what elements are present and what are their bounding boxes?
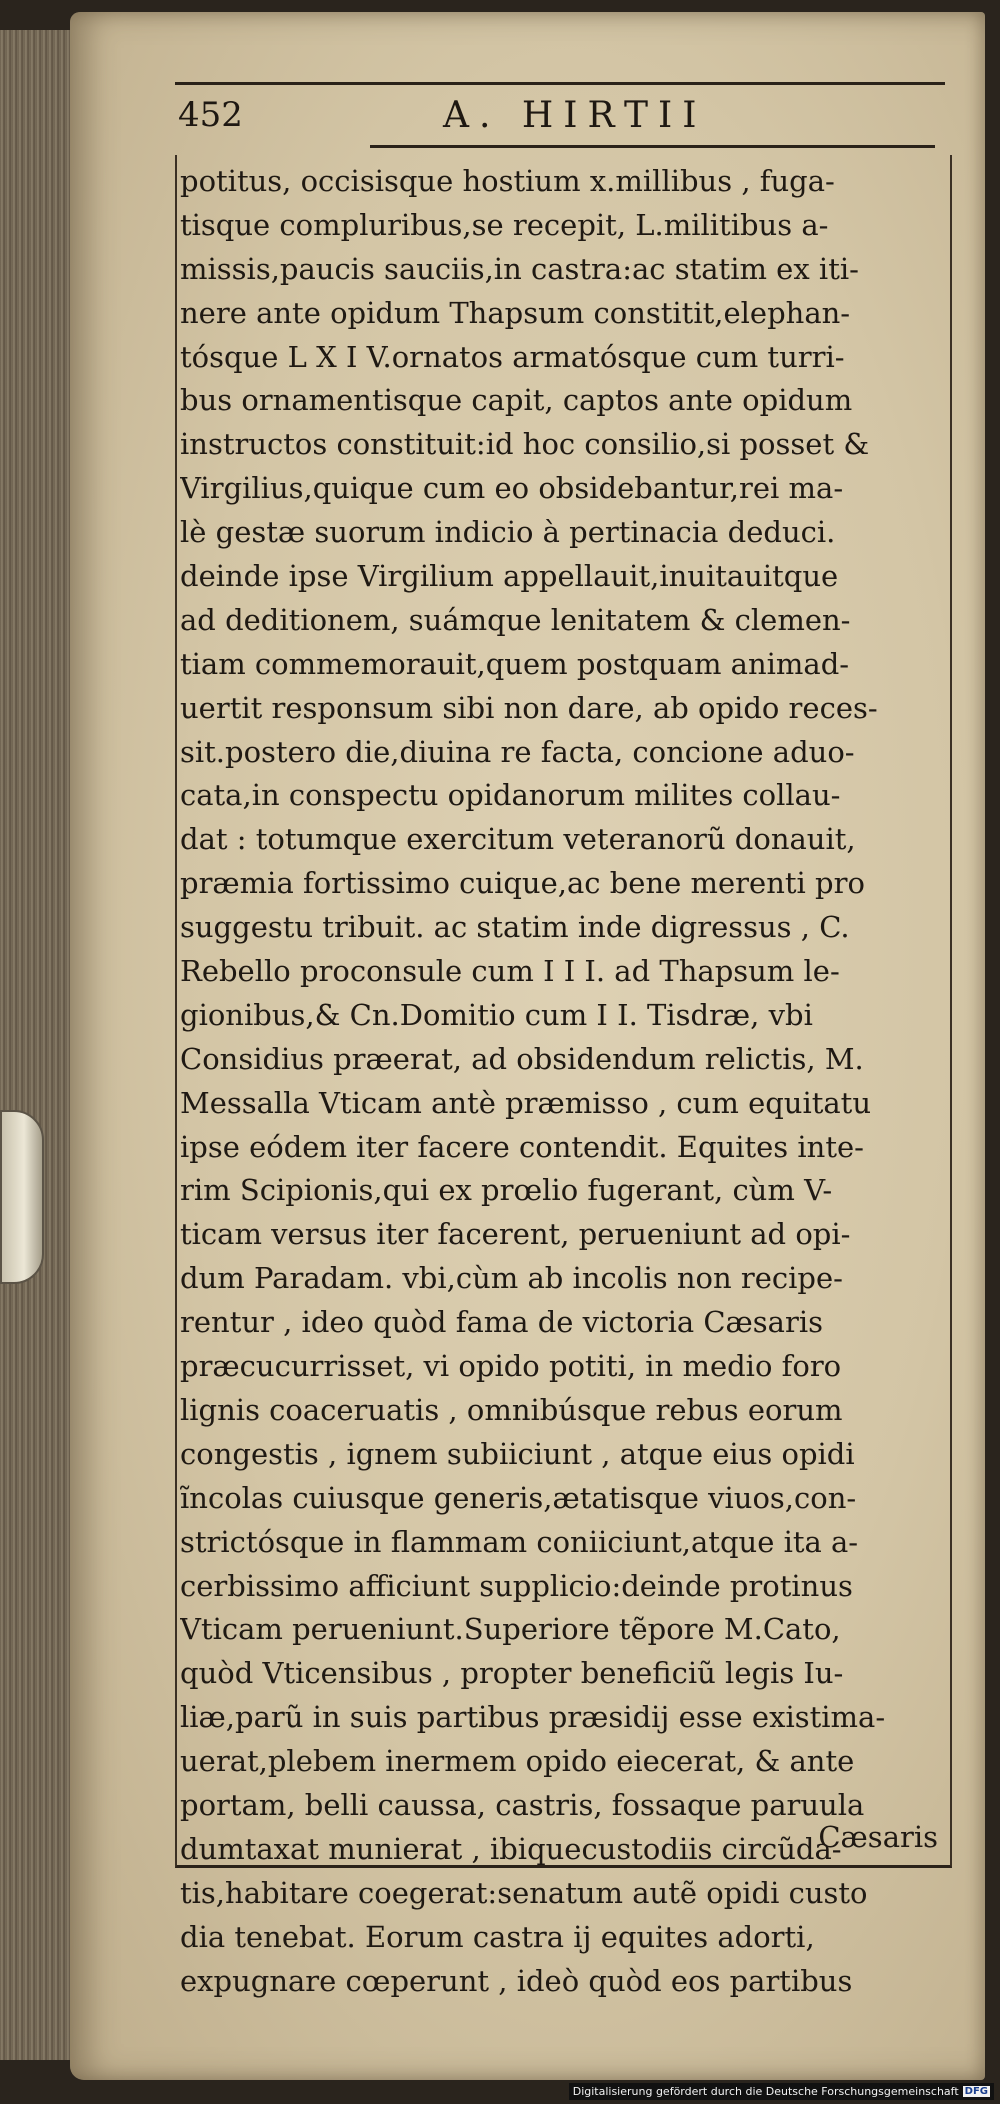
- text-line: bus ornamentisque capit, captos ante opidum: [180, 383, 853, 418]
- text-line: dumtaxat munierat , ibiquecustodiis circũda-: [180, 1831, 842, 1866]
- header-rule: [370, 145, 935, 148]
- text-line: gionibus,& Cn.Domitio cum I I. Tisdræ, vbi: [180, 997, 813, 1032]
- page-header: [178, 95, 948, 145]
- text-line: ipse eódem iter facere contendit. Equites inte-: [180, 1129, 864, 1164]
- text-line: expugnare cœperunt , ideò quòd eos partibus: [180, 1963, 853, 1998]
- text-line: cata,in conspectu opidanorum milites collau-: [180, 778, 841, 813]
- top-rule: [175, 82, 945, 85]
- text-line: ad deditionem, suámque lenitatem & clemen-: [180, 602, 851, 637]
- text-line: præcucurrisset, vi opido potiti, in medio foro: [180, 1349, 842, 1384]
- text-line: quòd Vticensibus , propter beneficiũ legis Iu-: [180, 1656, 844, 1691]
- text-line: Virgilius,quique cum eo obsidebantur,rei ma-: [180, 471, 844, 506]
- body-text: [180, 160, 942, 2003]
- text-line: suggestu tribuit. ac statim inde digressus , C.: [180, 910, 850, 945]
- text-line: dia tenebat. Eorum castra ij equites adorti,: [180, 1919, 815, 1954]
- text-line: tisque compluribus,se recepit, L.militibus a-: [180, 207, 829, 242]
- text-line: uerat,plebem inermem opido eiecerat, & ante: [180, 1744, 855, 1779]
- running-head: A. HIRTII: [443, 95, 707, 136]
- dfg-logo: DFG: [964, 2086, 988, 2097]
- catchword: Cæsaris: [818, 1820, 938, 1854]
- digitization-credit: [569, 2083, 994, 2100]
- text-line: dum Paradam. vbi,cùm ab incolis non recipe-: [180, 1261, 843, 1296]
- text-line: nere ante opidum Thapsum constitit,elephan-: [180, 295, 851, 330]
- text-line: congestis , ignem subiiciunt , atque eius opidi: [180, 1436, 855, 1471]
- text-line: præmia fortissimo cuique,ac bene merenti pro: [180, 866, 865, 901]
- text-line: ticam versus iter facerent, perueniunt ad opi-: [180, 1217, 851, 1252]
- text-line: portam, belli caussa, castris, fossaque paruula: [180, 1787, 865, 1822]
- text-line: dat : totumque exercitum veteranorũ donauit,: [180, 822, 856, 857]
- text-line: Vticam perueniunt.Superiore tẽpore M.Cato,: [180, 1612, 841, 1647]
- text-line: Messalla Vticam antè præmisso , cum equitatu: [180, 1085, 872, 1120]
- text-line: cerbissimo afficiunt supplicio:deinde protinus: [180, 1568, 853, 1603]
- text-line: uertit responsum sibi non dare, ab opido reces-: [180, 690, 878, 725]
- text-line: liæ,parũ in suis partibus præsidij esse existima-: [180, 1700, 886, 1735]
- text-line: Considius præerat, ad obsidendum relictis, M.: [180, 1041, 864, 1076]
- text-line: rim Scipionis,qui ex prœlio fugerant, cùm V-: [180, 1173, 833, 1208]
- text-line: deinde ipse Virgilium appellauit,inuitauitque: [180, 559, 839, 594]
- text-line: missis,paucis sauciis,in castra:ac statim ex iti-: [180, 251, 859, 286]
- book-clasp: [0, 1110, 44, 1284]
- text-line: tis,habitare coegerat:senatum autẽ opidi custo: [180, 1875, 868, 1910]
- text-line: lignis coaceruatis , omnibúsque rebus eorum: [180, 1392, 843, 1427]
- credit-text: Digitalisierung gefördert durch die Deutsche Forschungsgemeinschaft: [572, 2085, 959, 2098]
- text-line: tósque L X I V.ornatos armatósque cum turri-: [180, 339, 845, 374]
- text-line: Rebello proconsule cum I I I. ad Thapsum le-: [180, 954, 840, 989]
- text-line: tiam commemorauit,quem postquam animad-: [180, 646, 850, 681]
- text-line: strictósque in flammam coniiciunt,atque ita a-: [180, 1524, 859, 1559]
- text-line: rentur , ideo quòd fama de victoria Cæsaris: [180, 1305, 823, 1340]
- text-line: sit.postero die,diuina re facta, concione aduo-: [180, 734, 855, 769]
- text-line: ĩncolas cuiusque generis,ætatisque viuos,con-: [180, 1480, 857, 1515]
- text-line: lè gestæ suorum indicio à pertinacia deduci.: [180, 515, 836, 550]
- text-line: instructos constituit:id hoc consilio,si posset &: [180, 427, 870, 462]
- page-number: 452: [178, 95, 243, 135]
- text-line: potitus, occisisque hostium x.millibus , fuga-: [180, 164, 835, 198]
